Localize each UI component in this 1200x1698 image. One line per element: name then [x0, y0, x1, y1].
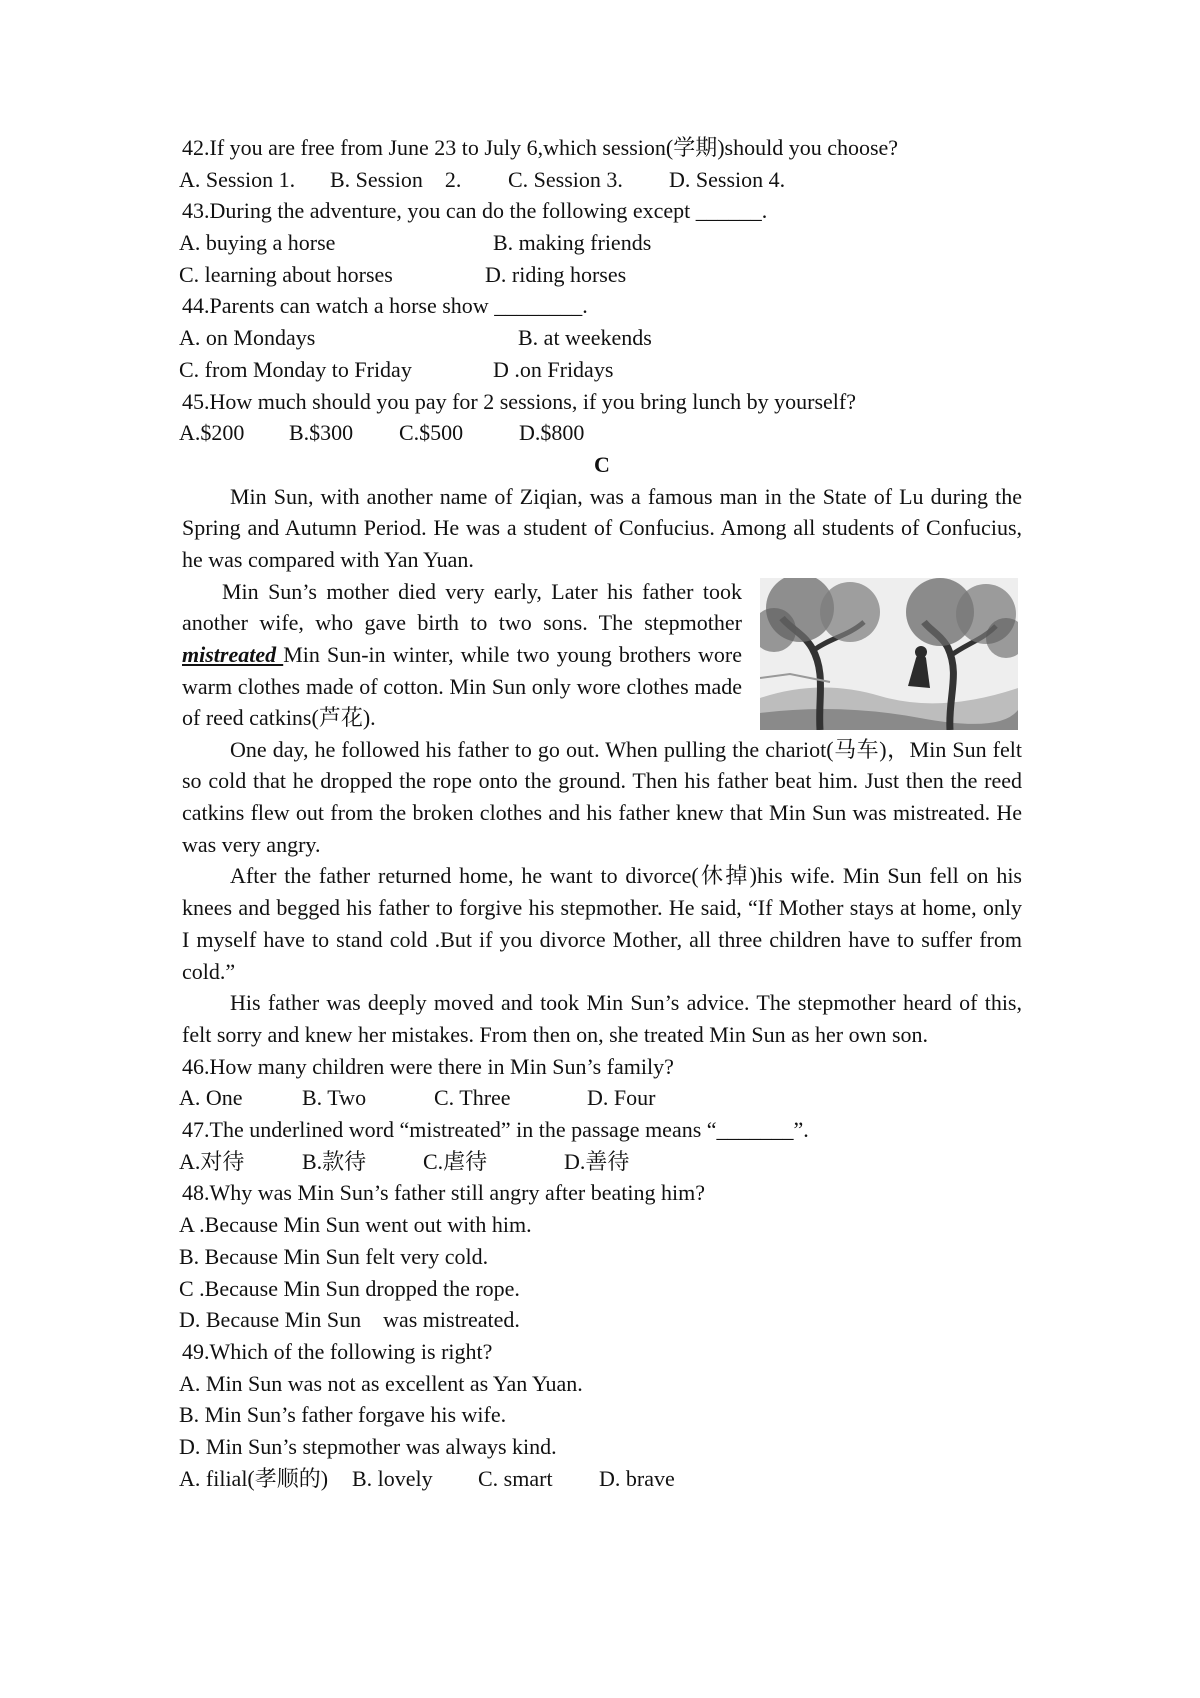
question-47-stem: 47.The underlined word “mistreated” in the passage means “_______”. — [182, 1117, 809, 1143]
option-b: B.款待 — [302, 1148, 367, 1174]
question-49-option-a: A. Min Sun was not as excellent as Yan Yuan. — [179, 1370, 583, 1396]
question-46-options — [179, 1082, 1022, 1114]
option-b: B. Session 2. — [330, 166, 462, 192]
option-a: A. One — [179, 1085, 243, 1111]
option-d: D. Four — [587, 1085, 656, 1111]
option-d: D.$800 — [519, 420, 585, 446]
passage-paragraph-2: Min Sun’s mother died very early, Later his father took another wife, who gave birth to two sons. The stepmother mistreated Min Sun-in winter, while two young brothers wore warm clothes made of cotton. Min Sun only wore clothes made of reed catkins(芦花). — [182, 578, 742, 731]
question-48-stem: 48.Why was Min Sun’s father still angry after beating him? — [182, 1180, 705, 1206]
question-49-option-d: D. Min Sun’s stepmother was always kind. — [179, 1433, 557, 1459]
question-45-options — [179, 417, 1022, 449]
option-b: B. at weekends — [518, 325, 652, 351]
question-43-options-row2 — [179, 259, 1022, 291]
section-c-heading: C — [594, 451, 610, 477]
question-49-stem: 49.Which of the following is right? — [182, 1338, 493, 1364]
option-a: A. filial(孝顺的) — [179, 1465, 329, 1491]
option-b: B. making friends — [493, 230, 652, 256]
question-42-stem: 42.If you are free from June 23 to July 6,which session(学期)should you choose? — [182, 135, 899, 160]
option-d: D. riding horses — [485, 261, 627, 287]
ink-painting-image — [760, 578, 1018, 730]
landscape-illustration — [760, 578, 1018, 730]
option-c: C. Session 3. — [508, 166, 623, 192]
option-a: A.$200 — [179, 420, 245, 446]
passage-paragraph-2-block — [182, 576, 1022, 734]
question-48-option-a: A .Because Min Sun went out with him. — [179, 1212, 532, 1238]
question-48-option-d: D. Because Min Sun was mistreated. — [179, 1307, 520, 1333]
exam-page — [179, 132, 1022, 1494]
option-c: C. from Monday to Friday — [179, 356, 412, 382]
option-c: C. smart — [478, 1465, 553, 1491]
option-d: D .on Fridays — [493, 356, 614, 382]
option-d: D. brave — [599, 1465, 675, 1491]
question-45-stem: 45.How much should you pay for 2 sessions, if you bring lunch by yourself? — [182, 388, 856, 414]
question-48-option-b: B. Because Min Sun felt very cold. — [179, 1243, 489, 1269]
option-c: C. Three — [434, 1085, 511, 1111]
passage-paragraph-5: His father was deeply moved and took Min Sun’s advice. The stepmother heard of this, felt sorry and knew her mistakes. From then on, she treated Min Sun as her own son. — [182, 990, 1022, 1047]
underlined-word: mistreated — [182, 642, 284, 668]
question-42-options — [179, 164, 1022, 196]
question-44-options-row2 — [179, 354, 1022, 386]
question-44-stem: 44.Parents can watch a horse show ________. — [182, 293, 588, 319]
question-43-options-row1 — [179, 227, 1022, 259]
option-d: D.善待 — [564, 1148, 630, 1174]
question-46-stem: 46.How many children were there in Min Sun’s family? — [182, 1053, 674, 1079]
question-48-option-c: C .Because Min Sun dropped the rope. — [179, 1275, 520, 1301]
final-options-row — [179, 1463, 1022, 1495]
option-b: B. lovely — [352, 1465, 433, 1491]
option-b: B. Two — [302, 1085, 367, 1111]
question-43-stem: 43.During the adventure, you can do the following except ______. — [182, 198, 768, 224]
option-a: A.对待 — [179, 1148, 245, 1174]
option-d: D. Session 4. — [669, 166, 786, 192]
question-47-options — [179, 1146, 1022, 1178]
question-44-options-row1 — [179, 322, 1022, 354]
option-a: A. on Mondays — [179, 325, 316, 351]
passage-paragraph-4: After the father returned home, he want to divorce(休掉)his wife. Min Sun fell on his knees and begged his father to forgive his stepmother. He said, “If Mother stays at home, only I myself have to stand cold .But if you divorce Mother, all three children have to suffer from cold.” — [182, 863, 1022, 984]
passage-paragraph-1: Min Sun, with another name of Ziqian, was a famous man in the State of Lu during the Spring and Autumn Period. He was a student of Confucius. Among all students of Confucius, he was compared with Yan Yuan. — [182, 483, 1022, 572]
option-a: A. Session 1. — [179, 166, 296, 192]
passage-paragraph-3: One day, he followed his father to go out. When pulling the chariot(马车)，Min Sun felt so cold that he dropped the rope onto the ground. Then his father beat him. Just then the reed catkins flew out from the broken clothes and his father knew that Min Sun was mistreated. He was very angry. — [182, 736, 1022, 857]
option-b: B.$300 — [289, 420, 354, 446]
option-c: C.虐待 — [423, 1148, 488, 1174]
option-a: A. buying a horse — [179, 230, 336, 256]
question-49-option-b: B. Min Sun’s father forgave his wife. — [179, 1402, 507, 1428]
option-c: C. learning about horses — [179, 261, 393, 287]
option-c: C.$500 — [399, 420, 464, 446]
